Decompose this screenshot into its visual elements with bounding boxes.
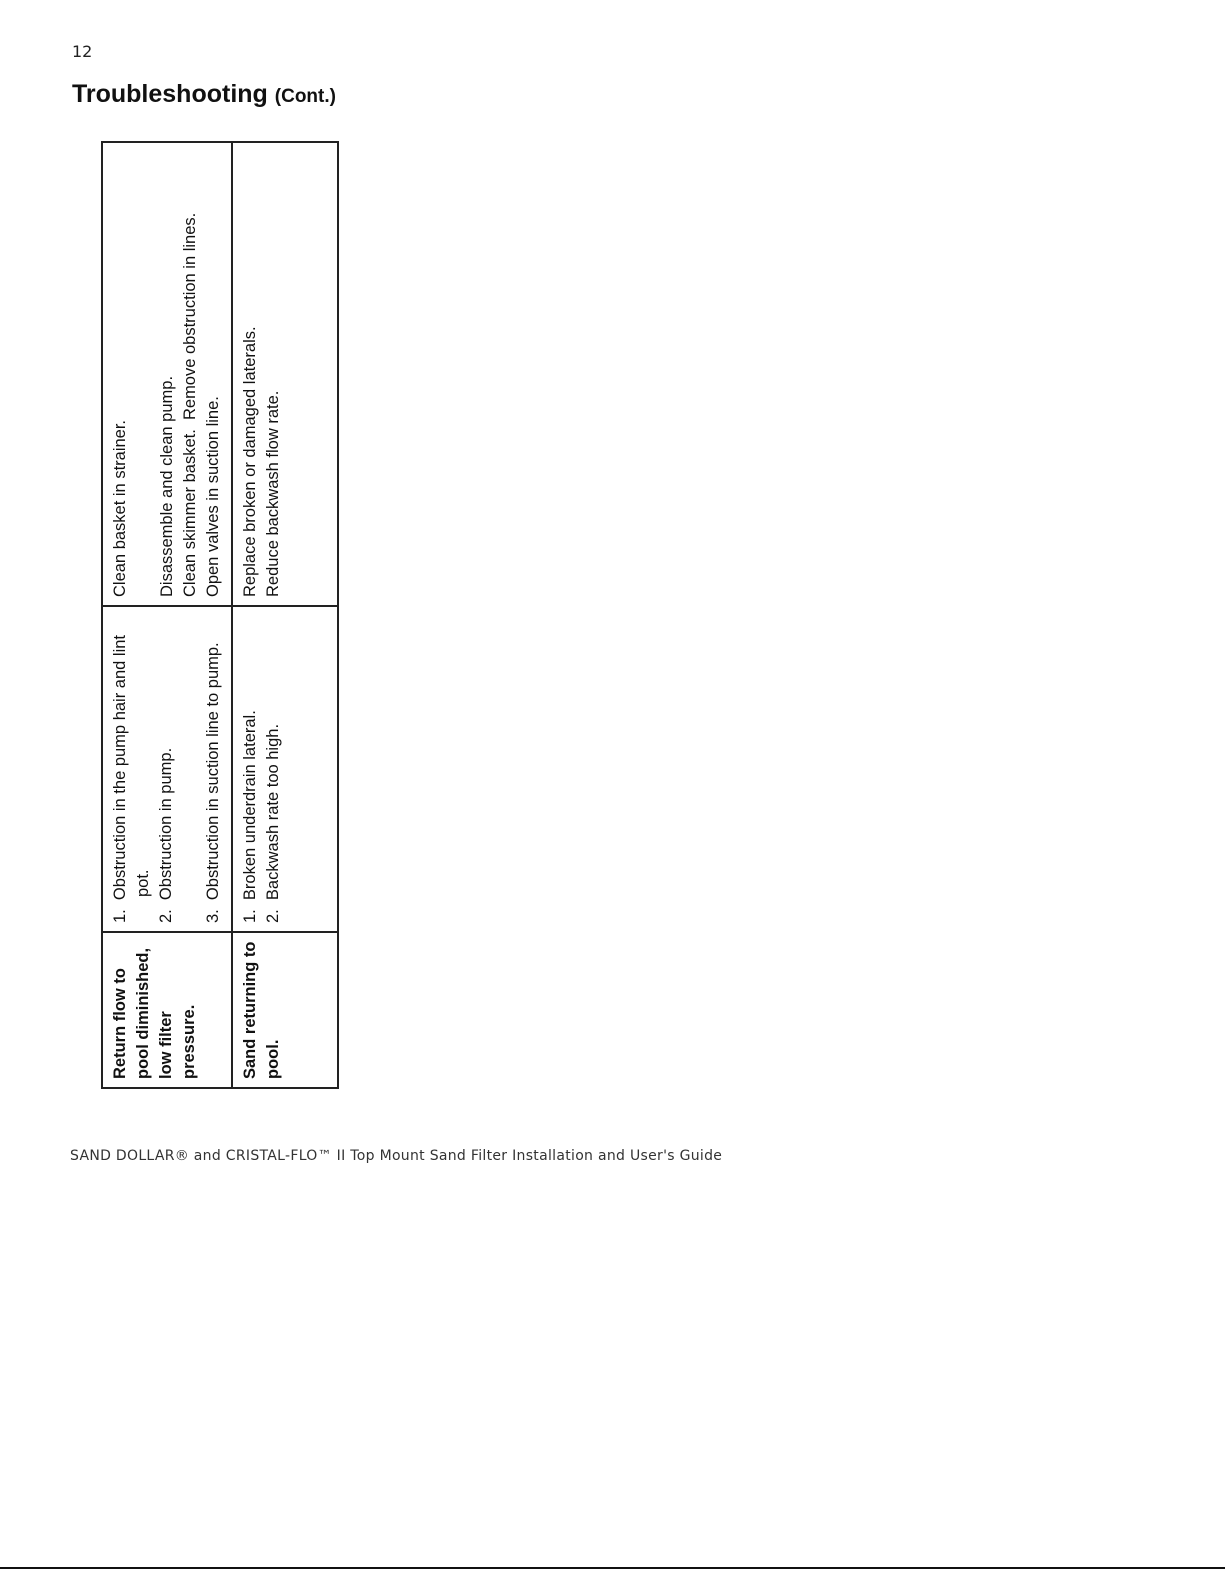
heading-title: Troubleshooting bbox=[72, 80, 268, 108]
solution-cell bbox=[232, 142, 338, 606]
solution-item: Disassemble and clean pump. bbox=[158, 375, 177, 597]
page-heading bbox=[72, 80, 336, 109]
solution-item: Clean basket in strainer. bbox=[111, 419, 129, 597]
cause-item: 2. Backwash rate too high. bbox=[264, 723, 283, 923]
solution-item: Replace broken or damaged laterals. bbox=[241, 326, 260, 597]
page-number: 12 bbox=[72, 42, 93, 61]
cause-item: 3. Obstruction in suction line to pump. bbox=[204, 642, 223, 923]
solution-item: Reduce backwash flow rate. bbox=[264, 390, 283, 597]
solution-cell bbox=[102, 142, 232, 606]
solution-item: Clean skimmer basket. Remove obstruction in lines. bbox=[181, 212, 200, 597]
cause-cell bbox=[102, 606, 232, 932]
solution-item: Open valves in suction line. bbox=[204, 396, 223, 597]
troubleshooting-table-rotated bbox=[101, 141, 337, 1089]
cause-item: 1. Obstruction in the pump hair and lint pot. bbox=[111, 635, 153, 923]
heading-suffix: (Cont.) bbox=[274, 86, 336, 107]
problem-cell: Sand returning to pool. bbox=[232, 932, 338, 1088]
troubleshooting-table bbox=[101, 141, 339, 1089]
cause-item: 2. Obstruction in pump. bbox=[157, 747, 176, 923]
cause-cell bbox=[232, 606, 338, 932]
document-footer: SAND DOLLAR® and CRISTAL-FLO™ II Top Mount Sand Filter Installation and User's Guide bbox=[70, 1148, 723, 1164]
bottom-rule bbox=[0, 1567, 1225, 1569]
problem-cell: Return flow to pool diminished, low filter pressure. bbox=[102, 932, 232, 1088]
table-row bbox=[102, 142, 232, 1088]
table-row bbox=[232, 142, 338, 1088]
cause-item: 1. Broken underdrain lateral. bbox=[241, 710, 260, 923]
